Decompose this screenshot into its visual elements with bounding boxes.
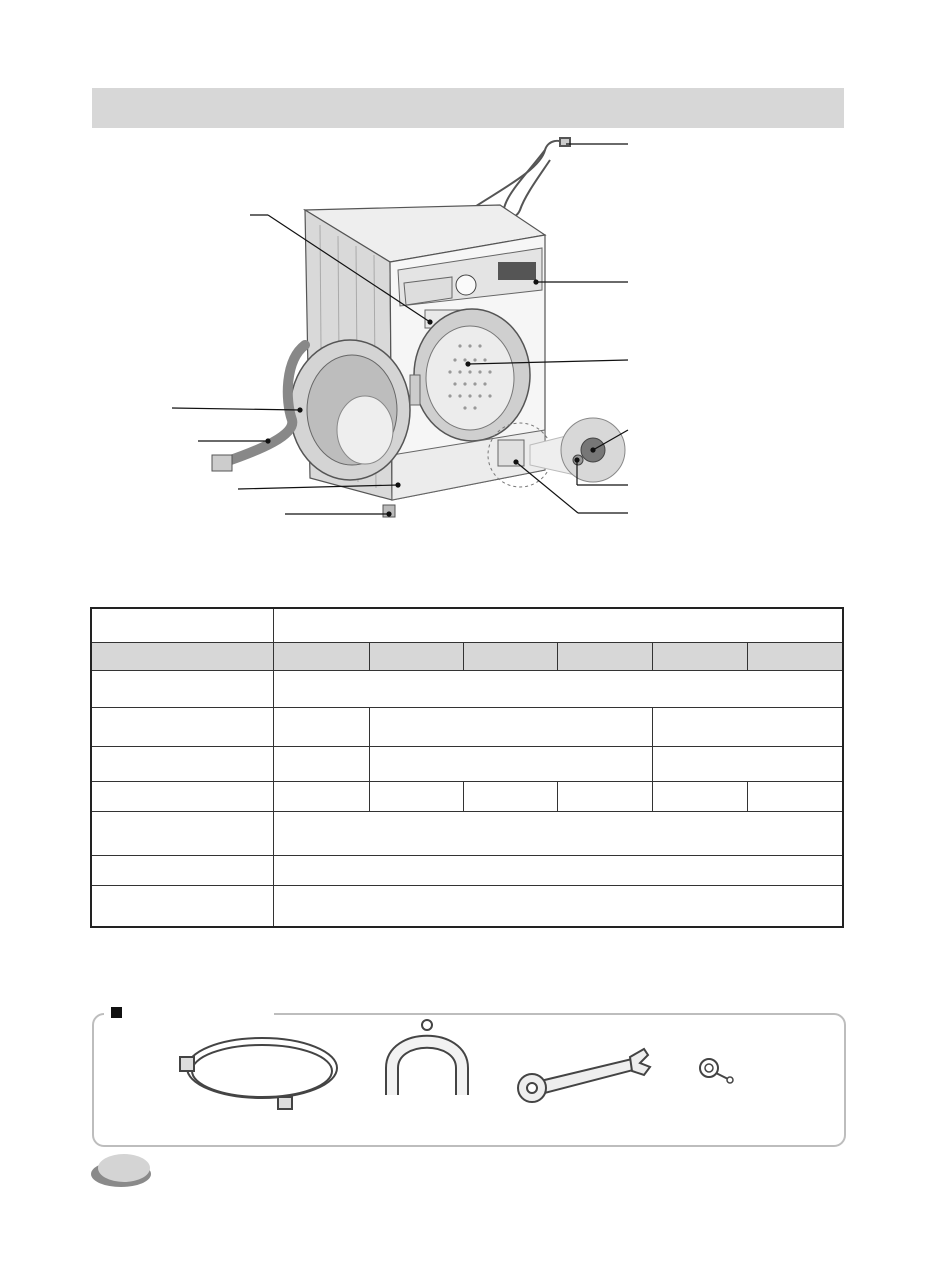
cap-icon bbox=[700, 1059, 733, 1083]
table-cell bbox=[91, 670, 273, 707]
inlet-hose-icon bbox=[180, 1038, 337, 1109]
table-cell bbox=[369, 642, 463, 670]
table-row bbox=[91, 670, 843, 707]
table-cell bbox=[747, 642, 843, 670]
table-cell bbox=[463, 642, 557, 670]
table-cell bbox=[91, 642, 273, 670]
table-cell bbox=[369, 746, 652, 781]
table-cell bbox=[652, 642, 747, 670]
table-cell bbox=[91, 608, 273, 642]
table-cell bbox=[747, 781, 843, 811]
spanner-icon bbox=[518, 1049, 650, 1102]
table-row bbox=[91, 781, 843, 811]
table-row bbox=[91, 608, 843, 642]
table-cell bbox=[91, 811, 273, 855]
table-cell bbox=[273, 781, 369, 811]
table-cell bbox=[91, 855, 273, 885]
table-cell bbox=[91, 707, 273, 746]
spec-table bbox=[90, 607, 844, 928]
table-cell bbox=[273, 642, 369, 670]
table-cell bbox=[273, 746, 369, 781]
accessories-illustrations bbox=[92, 1013, 842, 1143]
table-row bbox=[91, 855, 843, 885]
table-cell bbox=[652, 707, 843, 746]
table-row bbox=[91, 746, 843, 781]
table-row bbox=[91, 707, 843, 746]
table-cell bbox=[652, 746, 843, 781]
table-cell bbox=[91, 885, 273, 927]
table-cell bbox=[273, 670, 843, 707]
table-cell bbox=[273, 855, 843, 885]
page-number-oval bbox=[90, 1152, 152, 1188]
table-cell bbox=[273, 811, 843, 855]
washing-machine-parts-illustration bbox=[0, 0, 935, 560]
hose-end-icon bbox=[212, 455, 232, 471]
table-cell bbox=[91, 781, 273, 811]
table-cell bbox=[557, 781, 652, 811]
table-cell bbox=[91, 746, 273, 781]
table-cell bbox=[273, 707, 369, 746]
table-cell bbox=[273, 885, 843, 927]
table-row bbox=[91, 642, 843, 670]
table-cell bbox=[369, 707, 652, 746]
table-cell bbox=[369, 781, 463, 811]
table-cell bbox=[463, 781, 557, 811]
drain-hose-icon bbox=[225, 345, 305, 462]
elbow-bracket-icon bbox=[392, 1020, 462, 1095]
table-cell bbox=[273, 608, 843, 642]
table-cell bbox=[557, 642, 652, 670]
table-cell bbox=[652, 781, 747, 811]
table-row bbox=[91, 885, 843, 927]
table-row bbox=[91, 811, 843, 855]
